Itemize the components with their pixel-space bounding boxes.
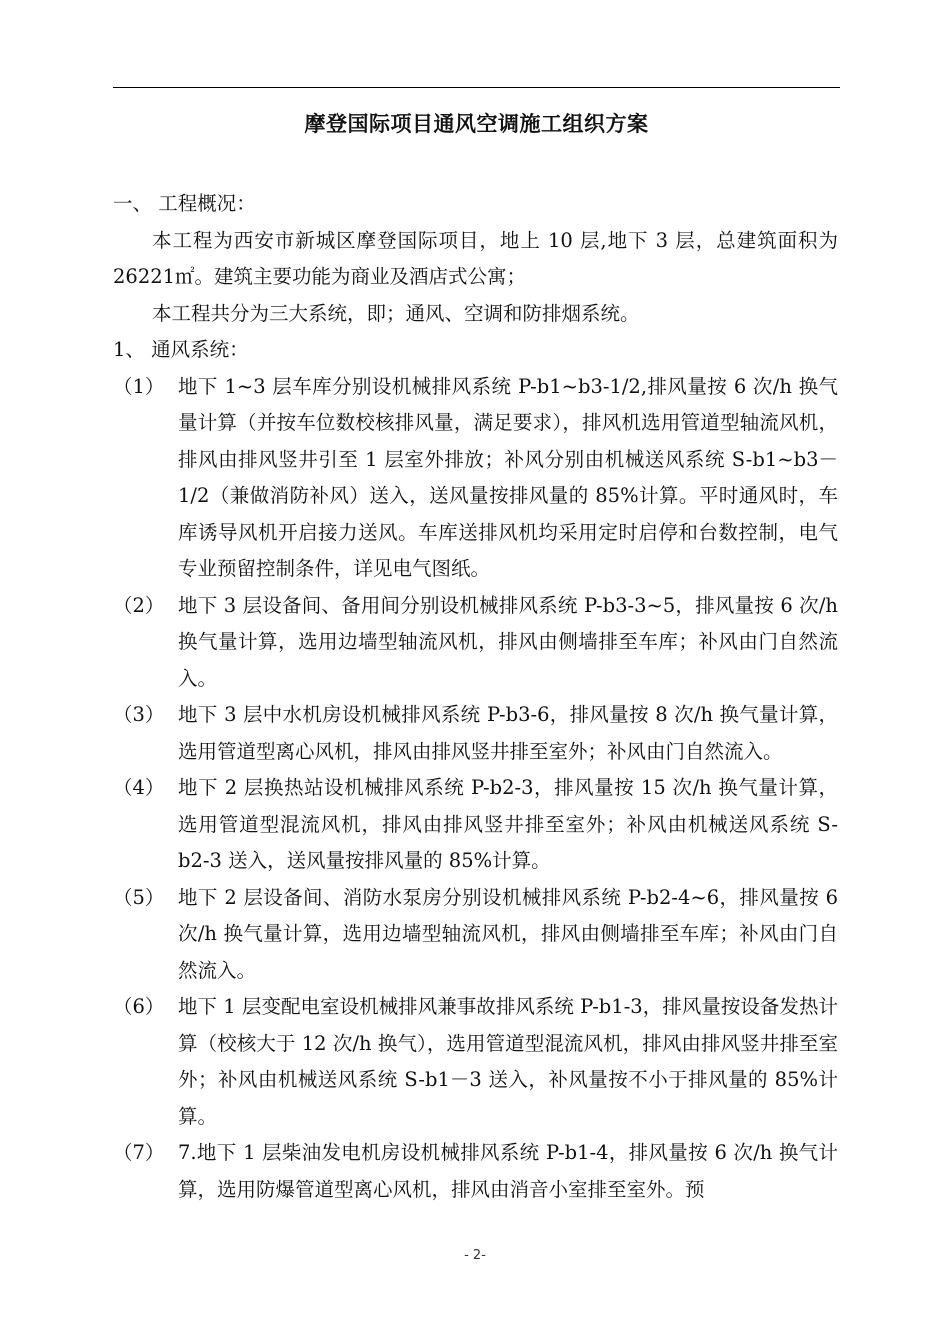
list-item-number: （1） (113, 374, 165, 398)
list-item-number: （3） (113, 703, 165, 726)
list-item (113, 880, 838, 990)
list-item (113, 588, 838, 698)
subsection-heading: 1、 通风系统： (113, 338, 249, 361)
list-item-text: 7.地下 1 层柴油发电机房设机械排风系统 P-b1-4，排风量按 6 次/h 换气计算，选用防爆管道型离心风机，排风由消音小室排至室外。预 (178, 1141, 838, 1201)
overview-paragraph: 本工程为西安市新城区摩登国际项目，地上 10 层,地下 3 层，总建筑面积为 26221㎡。建筑主要功能为商业及酒店式公寓； (113, 228, 838, 288)
list-item (113, 369, 838, 588)
list-item-text: 地下 3 层设备间、备用间分别设机械排风系统 P-b3-3~5，排风量按 6 次/h 换气量计算，选用边墙型轴流风机，排风由侧墙排至车库；补风由门自然流入。 (178, 593, 838, 690)
list-item-text: 地下 2 层设备间、消防水泵房分别设机械排风系统 P-b2-4~6，排风量按 6 次/h 换气量计算，选用边墙型轴流风机，排风由侧墙排至车库；补风由门自然流入。 (178, 885, 838, 982)
list-item (113, 1135, 838, 1208)
list-item (113, 989, 838, 1135)
list-item-number: （4） (113, 776, 165, 799)
document-body (113, 186, 838, 1208)
list-item-text: 地下 1 层变配电室设机械排风兼事故排风系统 P-b1-3，排风量按设备发热计算（校核大于 12 次/h 换气），选用管道型混流风机，排风由排风竖井排至室外；补风由机械送风系统 S-b1－3 送入，补风量按不小于排风量的 85%计算。 (178, 995, 838, 1128)
header-rule (113, 87, 840, 88)
list-item (113, 770, 838, 880)
list-item-number: （7） (113, 1141, 165, 1164)
list-item (113, 697, 838, 770)
systems-paragraph: 本工程共分为三大系统，即；通风、空调和防排烟系统。 (152, 301, 640, 325)
section-heading: 一、 工程概况： (113, 192, 256, 215)
page-number: - 2- (464, 1248, 486, 1263)
list-item-number: （6） (113, 995, 165, 1018)
list-item-number: （2） (113, 593, 165, 617)
list-item-number: （5） (113, 885, 165, 909)
list-item-text: 地下 1~3 层车库分别设机械排风系统 P-b1~b3-1/2,排风量按 6 次/h 换气量计算（并按车位数校核排风量，满足要求），排风机选用管道型轴流风机，排风由排风竖井引至 1 层室外排放；补风分别由机械送风系统 S-b1~b3－1/2（兼做消防补风）送入，送风量按排风量的 85%计算。平时通风时，车库诱导风机开启接力送风。车库送排风机均采用定时启停和台数控制，电气专业预留控制条件，详见电气图纸。 (178, 374, 838, 580)
list-item-text: 地下 2 层换热站设机械排风系统 P-b2-3，排风量按 15 次/h 换气量计算，选用管道型混流风机，排风由排风竖井排至室外；补风由机械送风系统 S-b2-3 送入，送风量按排风量的 85%计算。 (178, 776, 838, 872)
document-title: 摩登国际项目通风空调施工组织方案 (304, 111, 649, 136)
list-item-text: 地下 3 层中水机房设机械排风系统 P-b3-6，排风量按 8 次/h 换气量计算，选用管道型离心风机，排风由排风竖井排至室外；补风由门自然流入。 (178, 703, 838, 763)
